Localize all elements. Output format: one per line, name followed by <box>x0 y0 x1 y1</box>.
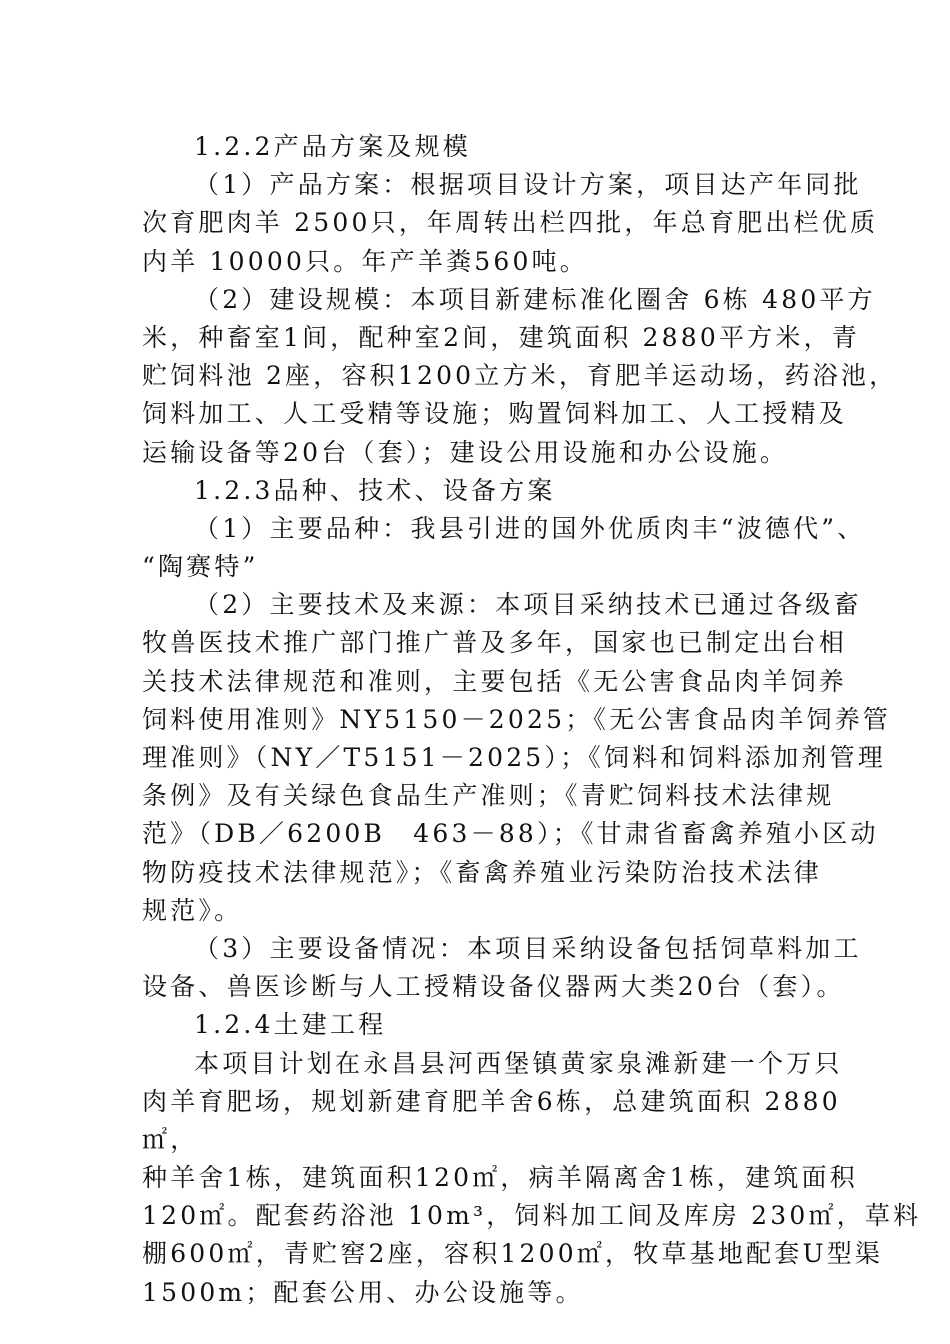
paragraph-line: 本项目计划在永昌县河西堡镇黄家泉滩新建一个万只 <box>194 1048 843 1078</box>
paragraph-line: 关技术法律规范和准则，主要包括《无公害食品肉羊饲养 <box>142 666 848 696</box>
paragraph-line: 饲料使用准则》NY5150－2025；《无公害食品肉羊饲养管 <box>142 704 892 734</box>
paragraph-line: （2）建设规模：本项目新建标准化圈舍 6栋 480平方 <box>194 284 876 314</box>
paragraph-line: 范》（DB／6200B 463－88）；《甘肃省畜禽养殖小区动 <box>142 819 879 849</box>
paragraph-line: 120㎡。配套药浴池 10m³，饲料加工间及库房 230㎡，草料 <box>142 1201 922 1231</box>
section-heading-1-2-2: 1.2.2产品方案及规模 <box>194 132 472 161</box>
paragraph-line: 棚600㎡，青贮窖2座，容积1200㎡，牧草基地配套U型渠 <box>142 1239 884 1269</box>
paragraph-line: 内羊 10000只。年产羊粪560吨。 <box>142 246 588 276</box>
paragraph-line: 设备、兽医诊断与人工授精设备仪器两大类20台（套）。 <box>142 972 845 1002</box>
paragraph-line: “陶赛特” <box>142 552 259 582</box>
paragraph-line: 运输设备等20台（套）；建设公用设施和办公设施。 <box>142 437 789 467</box>
paragraph-line: 种羊舍1栋，建筑面积120㎡，病羊隔离舍1栋，建筑面积 <box>142 1163 858 1193</box>
paragraph-line: 1500m；配套公用、办公设施等。 <box>142 1277 584 1307</box>
document-body <box>142 128 922 1312</box>
paragraph-line: 米，种畜室1间，配种室2间，建筑面积 2880平方米，青 <box>142 322 860 352</box>
paragraph-line: 规范》。 <box>142 895 243 925</box>
section-heading-1-2-3: 1.2.3品种、技术、设备方案 <box>194 475 556 505</box>
paragraph-line: （2）主要技术及来源：本项目采纳技术已通过各级畜 <box>194 590 862 620</box>
section-heading-1-2-4: 1.2.4土建工程 <box>194 1010 387 1040</box>
paragraph-line: 牧兽医技术推广部门推广普及多年，国家也已制定出台相 <box>142 628 848 658</box>
paragraph-line: 物防疫技术法律规范》；《畜禽养殖业污染防治技术法律 <box>142 857 823 887</box>
paragraph-line: 贮饲料池 2座，容积1200立方米，育肥羊运动场，药浴池， <box>142 361 898 391</box>
paragraph-line: 理准则》（NY／T5151－2025）；《饲料和饲料添加剂管理 <box>142 743 887 772</box>
paragraph-line: ㎡， <box>142 1124 199 1154</box>
paragraph-line: （1）主要品种：我县引进的国外优质肉丰“波德代”、 <box>194 513 866 543</box>
paragraph-line: 次育肥肉羊 2500只，年周转出栏四批，年总育肥出栏优质 <box>142 208 879 238</box>
paragraph-line: （3）主要设备情况：本项目采纳设备包括饲草料加工 <box>194 933 862 963</box>
paragraph-line: 肉羊育肥场，规划新建育肥羊舍6栋，总建筑面积 2880 <box>142 1086 841 1116</box>
paragraph-line: 条例》及有关绿色食品生产准则；《青贮饲料技术法律规 <box>142 781 835 811</box>
paragraph-line: 饲料加工、人工受精等设施；购置饲料加工、人工授精及 <box>142 399 848 429</box>
paragraph-line: （1）产品方案：根据项目设计方案，项目达产年同批 <box>194 170 862 200</box>
